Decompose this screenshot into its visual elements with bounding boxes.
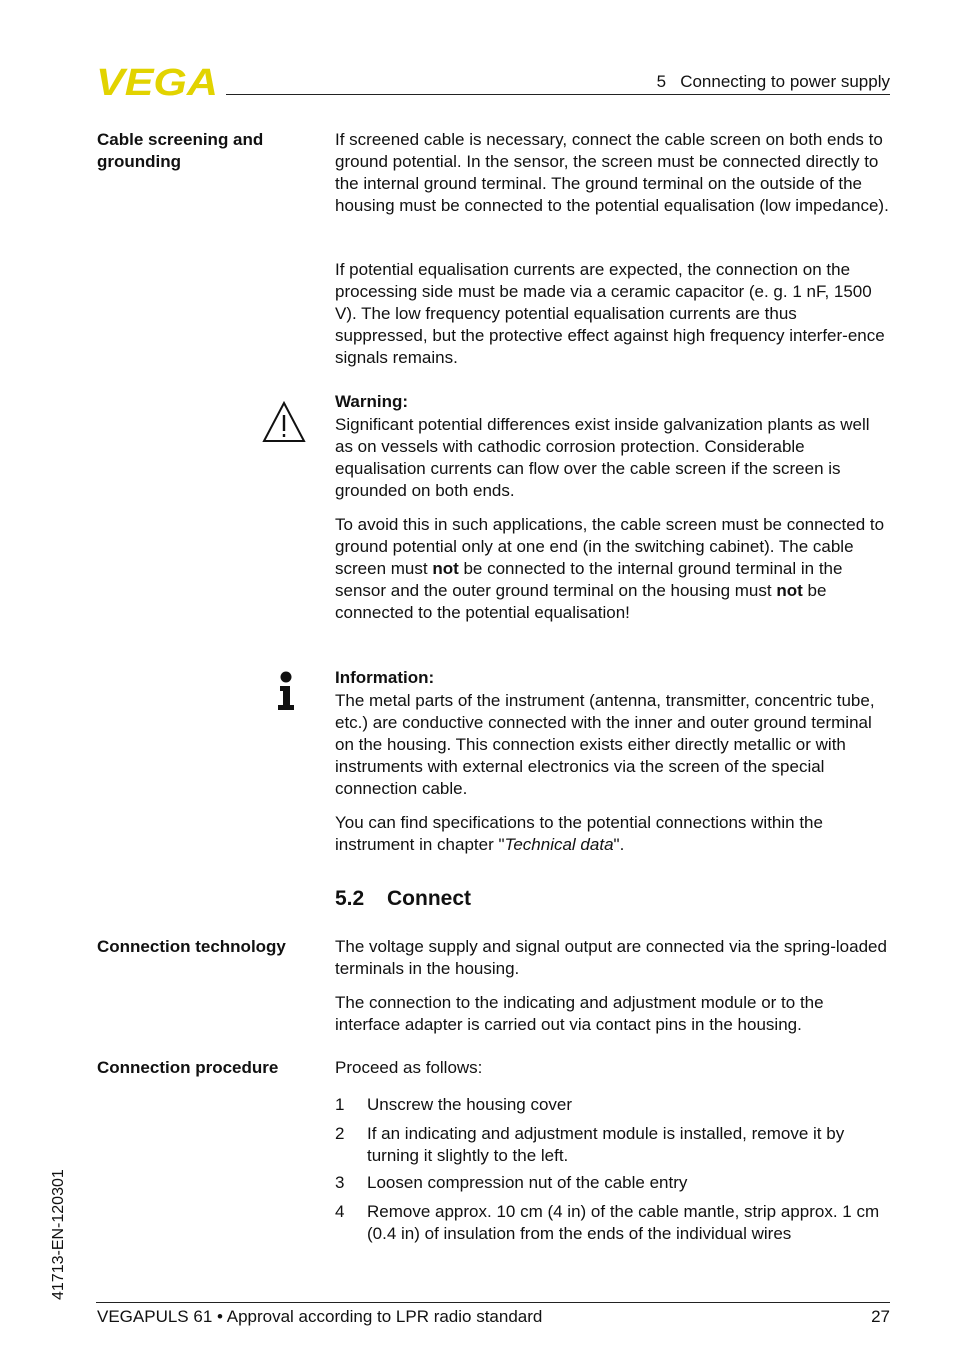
warning-para-2-emphasis-2: not — [776, 581, 803, 600]
warning-para-1: Significant potential differences exist inside galvanization plants as well as on vessels with cathodic corrosion protection. Considerable equalisation currents can flow over the cable screen if the screen is grounded on both ends. — [335, 415, 870, 500]
screening-para-1: If screened cable is necessary, connect the cable screen on both ends to ground potential. In the sensor, the screen must be connected directly to the internal ground terminal. The ground terminal on the outside of the housing must be connected to the potential equalisation (low impedance). — [335, 130, 889, 215]
information-title: Information: — [335, 668, 435, 687]
information-para-2-text-c: ". — [613, 835, 625, 854]
list-item-text: Remove approx. 10 cm (4 in) of the cable mantle, strip approx. 1 cm (0.4 in) of insulation from the ends of the individual wires — [367, 1202, 880, 1243]
side-heading-procedure: Connection procedure — [97, 1058, 279, 1077]
warning-para-2-text-c: be connected to the internal ground terminal in the sensor and the outer ground terminal on the housing must — [335, 559, 843, 600]
list-item-text: If an indicating and adjustment module is installed, remove it by turning it slightly to the left. — [367, 1124, 845, 1165]
list-item-number: 3 — [335, 1173, 345, 1192]
info-icon — [276, 671, 296, 711]
list-item-text: Loosen compression nut of the cable entry — [367, 1173, 688, 1192]
list-item — [335, 1172, 891, 1194]
section-title: Connect — [387, 887, 471, 910]
list-item — [335, 1094, 891, 1116]
section-number: 5.2 — [335, 887, 365, 910]
information-para-2 — [335, 812, 891, 856]
screening-para-2: If potential equalisation currents are expected, the connection on the processing side must be made via a ceramic capacitor (e. g. 1 nF, 1500 V). The low frequency potential equalisation currents are thus suppressed, but the protective effect against high frequency interfer-ence signals remains. — [335, 260, 885, 367]
header-section-title: 5 Connecting to power supply — [656, 72, 890, 91]
list-item-number: 1 — [335, 1095, 345, 1114]
vega-logo-text: VEGA — [96, 64, 218, 98]
warning-para-2-emphasis-1: not — [432, 559, 459, 578]
header-rule — [226, 94, 890, 95]
list-item-number: 2 — [335, 1124, 345, 1143]
section-heading — [335, 887, 471, 911]
information-para-2-italic: Technical data — [504, 835, 614, 854]
side-heading-technology: Connection technology — [97, 937, 286, 956]
warning-title: Warning: — [335, 392, 409, 411]
footer-rule — [96, 1302, 890, 1303]
procedure-intro: Proceed as follows: — [335, 1058, 483, 1077]
list-item — [335, 1123, 891, 1167]
warning-para-2-text-a: To avoid this in such applications, the cable screen must be connected to ground potential only at one end (in the switching cabinet). The cable screen must — [335, 515, 885, 578]
warning-triangle-icon — [262, 401, 306, 443]
technology-para-2: The connection to the indicating and adjustment module or to the interface adapter is carried out via contact pins in the housing. — [335, 993, 824, 1034]
warning-para-2-text-e: be connected to the potential equalisation! — [335, 581, 827, 622]
footer-title: VEGAPULS 61 • Approval according to LPR radio standard — [97, 1307, 543, 1326]
list-item-number: 4 — [335, 1202, 345, 1221]
warning-para-2 — [335, 514, 891, 624]
side-heading-screening: Cable screening and grounding — [97, 130, 264, 171]
list-item-text: Unscrew the housing cover — [367, 1095, 573, 1114]
page-number: 27 — [871, 1307, 890, 1326]
information-para-1: The metal parts of the instrument (antenna, transmitter, concentric tube, etc.) are conductive connected with the inner and outer ground terminal on the housing. This connection exists either directly metallic or with instruments with external electronics via the screen of the special connection cable. — [335, 691, 875, 798]
vega-logo — [96, 64, 220, 98]
information-para-2-text-a: You can find specifications to the potential connections within the instrument in chapter " — [335, 813, 823, 854]
document-number: 41713-EN-120301 — [50, 1169, 67, 1300]
list-item — [335, 1201, 891, 1245]
technology-para-1: The voltage supply and signal output are connected via the spring-loaded terminals in the housing. — [335, 937, 887, 978]
